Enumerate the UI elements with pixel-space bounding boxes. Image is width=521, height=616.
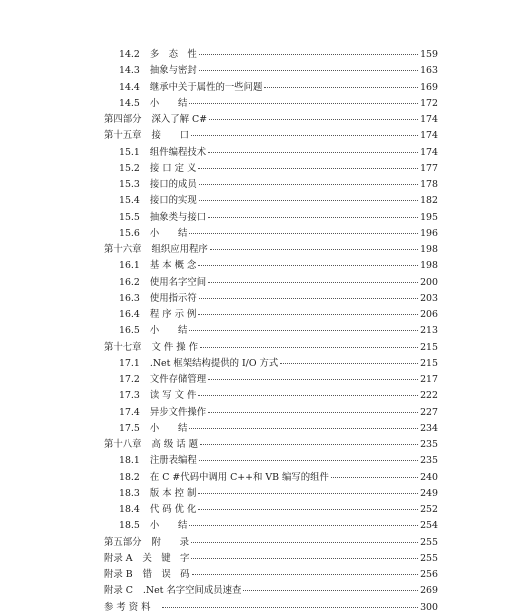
toc-entry-number: 附录 C xyxy=(104,585,133,597)
toc-section-row xyxy=(104,421,438,437)
toc-entry-title: 抽象类与接口 xyxy=(149,211,207,223)
dot-leader xyxy=(208,379,418,380)
dot-leader xyxy=(208,412,418,413)
toc-entry-number: 18.1 xyxy=(119,455,140,467)
toc-chapter-row xyxy=(104,583,438,599)
toc-entry-title: 读 写 文 件 xyxy=(149,390,197,402)
toc-entry-title: 注册表编程 xyxy=(149,455,197,467)
dot-leader xyxy=(199,460,418,461)
toc-entry-title: .Net 名字空间成员速查 xyxy=(142,585,242,597)
toc-section-row xyxy=(104,453,438,469)
toc-page-number: 256 xyxy=(420,569,438,580)
toc-page-number: 203 xyxy=(420,292,438,304)
toc-page-number: 227 xyxy=(420,406,438,418)
toc-page-number: 215 xyxy=(420,357,438,369)
toc-entry-number: 15.4 xyxy=(119,195,140,207)
toc-chapter-row xyxy=(104,112,438,128)
toc-section-row xyxy=(104,518,438,534)
toc-page-number: 215 xyxy=(420,341,438,353)
dot-leader xyxy=(189,428,418,429)
toc-section-row xyxy=(104,47,438,63)
toc-page-number: 255 xyxy=(420,552,438,564)
toc-page-number: 240 xyxy=(420,471,438,483)
dot-leader xyxy=(200,347,418,348)
toc-entry-number: 第十八章 xyxy=(104,439,142,450)
toc-section-row xyxy=(104,307,438,323)
toc-page-number: 255 xyxy=(420,536,438,548)
toc-entry-number: 18.5 xyxy=(119,520,140,532)
toc-chapter-row xyxy=(104,535,438,551)
dot-leader xyxy=(189,233,418,234)
dot-leader xyxy=(200,444,418,445)
dot-leader xyxy=(198,395,418,396)
toc-chapter-row xyxy=(104,551,438,567)
toc-section-row xyxy=(104,145,438,161)
dot-leader xyxy=(199,70,418,71)
toc-entry-number: 15.1 xyxy=(119,146,140,158)
toc-section-row xyxy=(104,291,438,307)
dot-leader xyxy=(208,282,418,283)
toc-page-number: 234 xyxy=(420,422,438,434)
toc-entry-title: 小 结 xyxy=(149,227,188,239)
toc-entry-number: 17.1 xyxy=(119,357,140,369)
dot-leader xyxy=(189,330,418,331)
dot-leader xyxy=(198,493,418,494)
toc-section-row xyxy=(104,161,438,177)
toc-entry-number: 16.1 xyxy=(119,260,140,272)
toc-entry-number: 17.2 xyxy=(119,374,140,385)
toc-entry-number: 17.3 xyxy=(119,390,140,402)
toc-page-number: 174 xyxy=(420,146,438,158)
toc-entry-title: 错 误 码 xyxy=(142,569,190,580)
toc-section-row xyxy=(104,470,438,486)
dot-leader xyxy=(264,87,418,88)
toc-entry-number: 14.3 xyxy=(119,65,140,77)
table-of-contents xyxy=(104,47,438,616)
toc-page-number: 300 xyxy=(420,601,438,613)
toc-entry-number: 第四部分 xyxy=(104,114,142,125)
dot-leader xyxy=(198,265,418,266)
toc-section-row xyxy=(104,502,438,518)
toc-entry-number: 附录 A xyxy=(104,552,133,564)
toc-page-number: 249 xyxy=(420,487,438,499)
toc-entry-title: 组织应用程序 xyxy=(151,244,208,255)
toc-entry-number: 14.5 xyxy=(119,97,140,109)
toc-entry-title: 代 码 优 化 xyxy=(149,504,197,515)
toc-section-row xyxy=(104,210,438,226)
toc-entry-number: 14.4 xyxy=(119,81,140,93)
toc-page-number: 174 xyxy=(420,114,438,125)
dot-leader xyxy=(199,200,418,201)
dot-leader xyxy=(208,152,418,153)
dot-leader xyxy=(199,184,418,185)
toc-page-number: 159 xyxy=(420,49,438,60)
dot-leader xyxy=(191,558,418,559)
toc-section-row xyxy=(104,226,438,242)
toc-entry-number: 14.2 xyxy=(119,49,140,60)
toc-entry-title: 文 件 操 作 xyxy=(151,341,198,353)
toc-section-row xyxy=(104,356,438,372)
toc-entry-title: 异步文件操作 xyxy=(149,406,207,418)
toc-section-row xyxy=(104,258,438,274)
dot-leader xyxy=(198,509,418,510)
toc-entry-number: 第十五章 xyxy=(104,130,142,142)
toc-entry-title: 使用指示符 xyxy=(149,292,197,304)
toc-entry-number: 参 考 资 料 xyxy=(104,601,151,613)
toc-section-row xyxy=(104,193,438,209)
toc-entry-title: 继承中关于属性的一些问题 xyxy=(149,81,263,93)
toc-entry-number: 17.4 xyxy=(119,406,140,418)
toc-entry-title: 文件存储管理 xyxy=(149,374,207,385)
toc-entry-title: 程 序 示 例 xyxy=(149,309,197,320)
toc-chapter-row xyxy=(104,340,438,356)
toc-section-row xyxy=(104,80,438,96)
dot-leader xyxy=(331,477,418,478)
toc-section-row xyxy=(104,177,438,193)
toc-entry-title: 高 级 话 题 xyxy=(151,439,198,450)
dot-leader xyxy=(189,525,418,526)
toc-entry-title: 组件编程技术 xyxy=(149,146,207,158)
toc-entry-number: 第五部分 xyxy=(104,536,142,548)
dot-leader xyxy=(243,590,418,591)
toc-section-row xyxy=(104,323,438,339)
toc-page-number: 198 xyxy=(420,260,438,272)
toc-page-number: 198 xyxy=(420,244,438,255)
toc-entry-number: 15.6 xyxy=(119,227,140,239)
toc-entry-number: 16.3 xyxy=(119,292,140,304)
toc-chapter-row xyxy=(104,128,438,144)
toc-entry-number: 18.2 xyxy=(119,471,140,483)
toc-entry-number: 附录 B xyxy=(104,569,133,580)
toc-section-row xyxy=(104,63,438,79)
toc-page-number: 163 xyxy=(420,65,438,77)
toc-entry-title: .Net 框架结构提供的 I/O 方式 xyxy=(149,357,279,369)
toc-page-number: 269 xyxy=(420,585,438,597)
toc-page-number: 178 xyxy=(420,179,438,190)
toc-page-number: 222 xyxy=(420,390,438,402)
toc-entry-number: 16.4 xyxy=(119,309,140,320)
toc-page-number: 174 xyxy=(420,130,438,142)
dot-leader xyxy=(199,298,418,299)
toc-entry-number: 17.5 xyxy=(119,422,140,434)
toc-entry-title: 深入了解 C# xyxy=(151,114,208,125)
toc-section-row xyxy=(104,486,438,502)
toc-entry-title: 小 结 xyxy=(149,325,188,337)
dot-leader xyxy=(209,119,418,120)
toc-entry-number: 15.2 xyxy=(119,162,140,174)
toc-entry-title: 在 C #代码中调用 C++和 VB 编写的组件 xyxy=(149,471,329,483)
dot-leader xyxy=(191,542,418,543)
toc-page-number: 217 xyxy=(420,374,438,385)
toc-page-number: 213 xyxy=(420,325,438,337)
dot-leader xyxy=(199,54,418,55)
toc-entry-title: 接口的成员 xyxy=(149,179,197,190)
toc-entry-title: 附 录 xyxy=(151,536,190,548)
dot-leader xyxy=(191,135,418,136)
toc-entry-number: 15.5 xyxy=(119,211,140,223)
toc-page-number: 206 xyxy=(420,309,438,320)
toc-entry-title: 使用名字空间 xyxy=(149,276,207,288)
dot-leader xyxy=(210,249,418,250)
toc-section-row xyxy=(104,96,438,112)
toc-page-number: 235 xyxy=(420,439,438,450)
toc-chapter-row xyxy=(104,600,438,616)
toc-page-number: 196 xyxy=(420,227,438,239)
dot-leader xyxy=(280,363,418,364)
toc-page-number: 195 xyxy=(420,211,438,223)
toc-entry-number: 18.3 xyxy=(119,487,140,499)
toc-entry-title: 接口的实现 xyxy=(149,195,197,207)
toc-page-number: 177 xyxy=(420,162,438,174)
toc-entry-title: 接 口 xyxy=(151,130,190,142)
toc-page-number: 254 xyxy=(420,520,438,532)
toc-entry-number: 第十六章 xyxy=(104,244,142,255)
toc-entry-title: 小 结 xyxy=(149,422,188,434)
toc-section-row xyxy=(104,372,438,388)
toc-chapter-row xyxy=(104,567,438,583)
dot-leader xyxy=(192,574,418,575)
toc-entry-title: 接 口 定 义 xyxy=(149,162,197,174)
toc-entry-title: 基 本 概 念 xyxy=(149,260,197,272)
dot-leader xyxy=(189,103,418,104)
toc-entry-title: 多 态 性 xyxy=(149,49,197,60)
toc-page-number: 169 xyxy=(420,81,438,93)
dot-leader xyxy=(162,607,418,608)
dot-leader xyxy=(198,168,418,169)
toc-section-row xyxy=(104,388,438,404)
toc-section-row xyxy=(104,405,438,421)
dot-leader xyxy=(208,217,418,218)
toc-entry-number: 18.4 xyxy=(119,504,140,515)
toc-page-number: 172 xyxy=(420,97,438,109)
toc-chapter-row xyxy=(104,242,438,258)
toc-entry-number: 16.2 xyxy=(119,276,140,288)
toc-entry-title: 抽象与密封 xyxy=(149,65,197,77)
toc-entry-title: 小 结 xyxy=(149,97,188,109)
toc-chapter-row xyxy=(104,437,438,453)
toc-entry-title: 关 键 字 xyxy=(142,552,190,564)
toc-entry-number: 15.3 xyxy=(119,179,140,190)
toc-entry-number: 16.5 xyxy=(119,325,140,337)
toc-section-row xyxy=(104,275,438,291)
toc-page-number: 200 xyxy=(420,276,438,288)
toc-entry-title: 版 本 控 制 xyxy=(149,487,197,499)
toc-entry-title: 小 结 xyxy=(149,520,188,532)
toc-page-number: 252 xyxy=(420,504,438,515)
toc-page-number: 182 xyxy=(420,195,438,207)
toc-page-number: 235 xyxy=(420,455,438,467)
toc-entry-number: 第十七章 xyxy=(104,341,142,353)
dot-leader xyxy=(198,314,418,315)
